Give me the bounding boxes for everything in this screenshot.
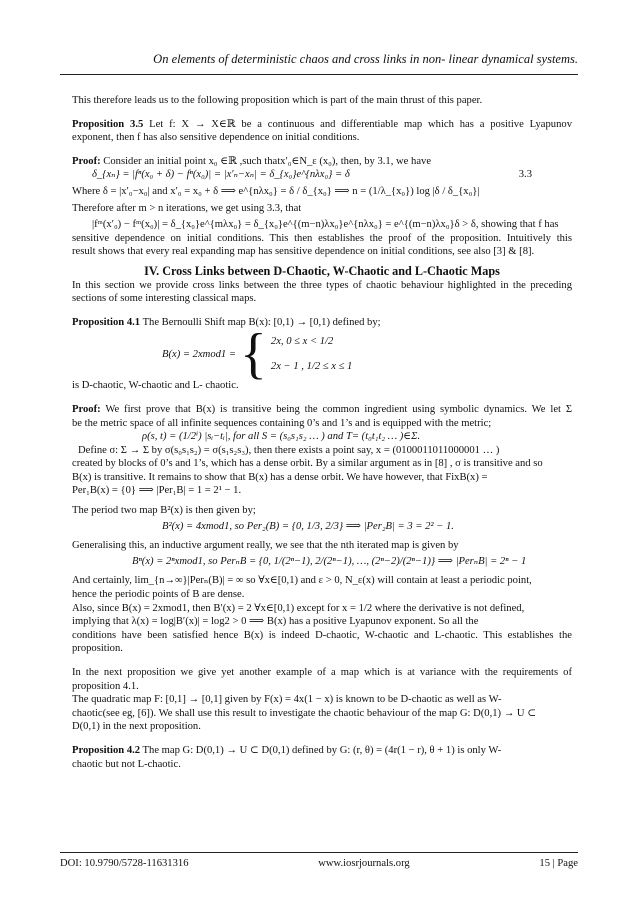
next-line4: chaotic(see eg, [6]). We shall use this result to investigate the chaotic behaviour of the map G: D(0,1) → U ⊂ — [72, 707, 537, 719]
proof-label: Proof: — [72, 155, 101, 167]
proof-3-5-line6: result shows that every real expanding map has sensitive dependence on initial conditions, see also [3] & [8]. — [72, 246, 535, 258]
section-heading: IV. Cross Links between D-Chaotic, W-Chaotic and L-Chaotic Maps — [144, 263, 500, 278]
proof-label-2: Proof: — [72, 403, 101, 415]
next-paragraph — [72, 666, 572, 734]
proof-3-5-line2: Where δ = |x′₀−x₀| and x′₀ = x₀ + δ ⟹ e^{nλx₀} = δ / δ_{x₀} ⟹ n = (1/λ_{x₀}) log |δ / δ_{x₀}| — [72, 185, 480, 197]
case-2: 2x − 1 , 1/2 ≤ x ≤ 1 — [270, 361, 353, 373]
proof-3-5-line4: |fᵐ(x′₀) − fᵐ(x₀)| = δ_{x₀}e^{mλx₀} = δ_{x₀}e^{(m−n)λx₀}e^{nλx₀} = e^{(m−n)λx₀}δ > δ, showing that f has — [92, 219, 559, 231]
proof-4-1-line8: Generalising this, an inductive argument really, we see that the nth iterated map is given by — [72, 540, 459, 552]
page-footer — [60, 858, 578, 869]
bernoulli-lhs: B(x) = 2xmod1 = — [162, 348, 237, 360]
proof-4-1-line2: be the metric space of all infinite sequences containing 0’s and 1’s and is equipped with the metric; — [72, 417, 492, 429]
footer-site: www.iosrjournals.org — [318, 858, 410, 869]
proof-4-1-line5: B(x) is transitive. It remains to show that B(x) has a dense orbit. We have however, that FixB(x) = — [72, 471, 488, 483]
equation-number: 3.3 — [518, 169, 532, 181]
proof-3-5-line5: sensitive dependence on initial conditions. This then establishes the proof of the proposition. Intuitively this — [72, 232, 572, 244]
prop-3-5-line2: exponent, then f has also sensitive dependence on initial conditions. — [72, 132, 360, 144]
proof-4-1-line6: Per₁B(x) = {0} ⟹ |Per₁B| = 1 = 2¹ − 1. — [72, 485, 242, 497]
proof-3-5 — [72, 155, 572, 259]
proof-3-5-line1: Consider an initial point x₀ ∈ℝ ,such thatx′₀∈N_ε (x₀), then, by 3.1, we have — [103, 155, 432, 167]
bernoulli-definition — [162, 323, 572, 386]
header-rule — [60, 74, 578, 75]
prop-4-2-line2: chaotic but not L-chaotic. — [72, 758, 181, 770]
intro-text: This therefore leads us to the following proposition which is part of the main thrust of this paper. — [72, 95, 483, 106]
footer-page-number: 15 | Page — [539, 858, 578, 869]
section-intro-line1: In this section we provide cross links between the three types of chaotic behaviour highlighted in the preceding — [72, 279, 572, 291]
proof-4-1-line9: And certainly, lim_{n→∞}|Perₙ(B)| = ∞ so ∀x∈[0,1) and ε > 0, N_ε(x) will contain at least a periodic point, — [72, 575, 532, 587]
prop-4-1-label: Proposition 4.1 — [72, 316, 141, 328]
footer-rule — [60, 852, 578, 853]
proposition-4-2 — [72, 744, 572, 771]
proof-4-1-line3: Define σ: Σ → Σ by σ(s₀s₁s₂) = σ(s₁s₂s₃), then there exists a point say, x = (0100011011000001 … ) — [78, 444, 500, 456]
nth-iterate-equation: Bⁿ(x) = 2ⁿxmod1, so PerₙB = {0, 1/(2ⁿ−1), 2/(2ⁿ−1), …, (2ⁿ−2)/(2ⁿ−1)} ⟹ |PerₙB| = 2ⁿ − 1 — [132, 555, 527, 567]
page-body — [72, 94, 572, 771]
proof-4-1-line10: hence the periodic points of B are dense. — [72, 589, 245, 601]
proof-4-1-line11: Also, since B(x) = 2xmod1, then B′(x) = 2 ∀x∈[0,1) except for x = 1/2 where the derivative is not defined, — [72, 602, 525, 614]
prop-4-1-tail: is D-chaotic, W-chaotic and L- chaotic. — [72, 380, 239, 392]
prop-4-2-line1: The map G: D(0,1) → U ⊂ D(0,1) defined by G: (r, θ) = (4r(1 − r), θ + 1) is only W- — [140, 744, 502, 756]
next-line3: The quadratic map F: [0,1] → [0,1] given by F(x) = 4x(1 − x) is known to be D-chaotic as well as W- — [72, 694, 502, 706]
proof-3-5-line3: Therefore after m > n iterations, we get using 3.3, that — [72, 202, 302, 214]
case-1: 2x, 0 ≤ x < 1/2 — [270, 335, 334, 347]
next-line1: In the next proposition we give yet another example of a map which is at variance with the requirements of — [72, 667, 572, 678]
prop-3-5-label: Proposition 3.5 — [72, 118, 144, 130]
running-header: On elements of deterministic chaos and cross links in non- linear dynamical systems. — [153, 52, 578, 66]
next-line2: proposition 4.1. — [72, 680, 139, 692]
prop-4-2-label: Proposition 4.2 — [72, 744, 141, 756]
proof-4-1-line12: implying that λ(x) = log|B′(x)| = log2 > 0 ⟹ B(x) has a positive Lyapunov exponent. So all the — [72, 616, 479, 628]
prop-4-1-text: The Bernoulli Shift map B(x): [0,1) → [0,1) defined by; — [142, 316, 381, 328]
proposition-4-1 — [72, 316, 572, 393]
proof-4-1-line14: proposition. — [72, 643, 123, 655]
proof-4-1-line4: created by blocks of 0’s and 1’s, which has a dense orbit. By a similar argument as in [8] , σ is transitive and so — [72, 458, 543, 470]
footer-doi: DOI: 10.9790/5728-11631316 — [60, 858, 189, 869]
proof-4-1 — [72, 403, 572, 656]
metric-equation: ρ(s, t) = (1/2ⁱ) |sᵢ−tᵢ|, for all S = (s₀s₁s₂ … ) and T= (t₀t₁t₂ … )∈Σ. — [142, 431, 421, 443]
proposition-3-5 — [72, 118, 572, 145]
proof-4-1-line7: The period two map B²(x) is then given by; — [72, 505, 256, 517]
proof-4-1-line1: We first prove that B(x) is transitive being the common ingredient using symbolic dynamics. We let Σ — [105, 403, 572, 415]
equation-3-3: δ_{xₙ} = |fⁿ(x₀ + δ) − fⁿ(x₀)| = |x′ₙ−xₙ| = δ_{x₀}e^{nλx₀} = δ — [92, 169, 350, 181]
section-intro-line2: sections of some interesting classical maps. — [72, 293, 257, 305]
prop-3-5-line1: Let f: X → X∈ℝ be a continuous and differentiable map which has a positive Lyapunov — [149, 118, 572, 130]
next-line5: D(0,1) in the next proposition. — [72, 721, 201, 733]
left-brace: { — [240, 323, 267, 386]
proof-4-1-line13: conditions have been satisfied hence B(x) is indeed D-chaotic, W-chaotic and L-chaotic. This establishes the — [72, 629, 572, 641]
period-two-equation: B²(x) = 4xmod1, so Per₂(B) = {0, 1/3, 2/3} ⟹ |Per₂B| = 3 = 2² − 1. — [162, 520, 454, 532]
